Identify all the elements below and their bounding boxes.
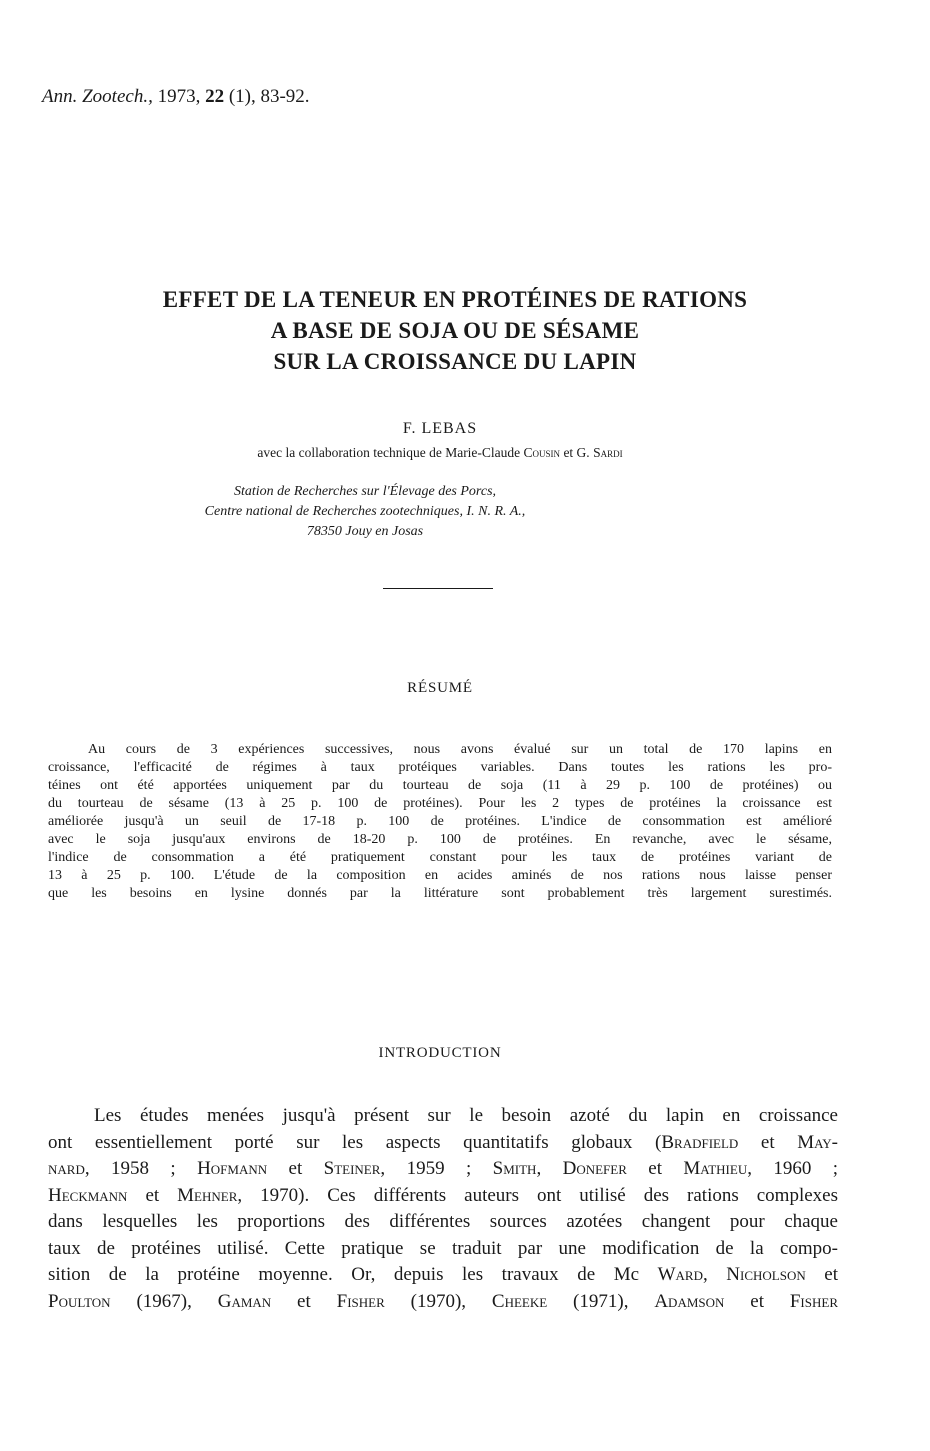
author-name: F. LEBAS [402, 420, 478, 437]
intro-line [48, 1183, 838, 1210]
cited-author: Mehner [177, 1184, 238, 1206]
affiliation-line-1: Station de Recherches sur l'Élevage des Porcs, [233, 484, 497, 499]
citation-year: 1973, [152, 86, 201, 107]
resume-line: avec le soja jusqu'aux environs de 18-20 p. 100 de protéines. En revanche, avec le sésame, [48, 832, 832, 847]
cited-author: nard [48, 1158, 85, 1179]
introduction-text [48, 1103, 838, 1315]
cited-author: Poulton [48, 1290, 111, 1312]
intro-text-run: et [626, 1158, 684, 1179]
collaboration-prefix: avec la collaboration technique de Marie-Claude [257, 445, 524, 460]
cited-author: Fisher [789, 1290, 838, 1312]
resume-line: du tourteau de sésame (13 à 25 p. 100 de protéines). Pour les 2 types de protéines la croissance est [48, 796, 832, 811]
resume-text [48, 741, 832, 903]
intro-text-run: et [127, 1184, 178, 1206]
intro-text-run: , 1958 ; [84, 1158, 198, 1179]
collaborator-1: Cousin [523, 445, 561, 460]
resume-line: Au cours de 3 expériences successives, nous avons évalué sur un total de 170 lapins en [88, 742, 832, 757]
intro-text-run: , 1970). Ces différents auteurs ont utilisé des rations complexes [237, 1184, 838, 1206]
cited-author: Nicholson [726, 1264, 806, 1285]
intro-text-run: (1970), [384, 1290, 492, 1312]
intro-text-run: , [536, 1158, 563, 1179]
collaborator-2: Sardi [593, 445, 623, 460]
cited-author: Cheeke [491, 1290, 548, 1312]
affiliation [0, 482, 730, 542]
resume-line: que les besoins en lysine donnés par la littérature sont probablement très largement surestimés. [48, 886, 832, 901]
citation-issue-pages: (1), 83-92. [224, 86, 310, 107]
separator-rule [383, 588, 493, 589]
collaboration-line [0, 445, 880, 461]
cited-author: Mathieu [683, 1158, 748, 1179]
cited-author: Heckmann [48, 1184, 128, 1206]
intro-text-run: et [805, 1264, 838, 1285]
affiliation-line-3: 78350 Jouy en Josas [306, 524, 424, 539]
cited-author: May- [797, 1131, 838, 1153]
intro-text-run: et [724, 1290, 790, 1312]
cited-author: Hofmann [197, 1158, 268, 1179]
title-line-3: SUR LA CROISSANCE DU LAPIN [273, 349, 637, 374]
citation-volume: 22 [200, 86, 225, 107]
intro-text-run: et [267, 1158, 324, 1179]
resume-line: croissance, l'efficacité de régimes à taux protéiques variables. Dans toutes les rations les pro- [48, 760, 832, 775]
resume-line: l'indice de consommation a été pratiquement constant pour les taux de protéines variant de [48, 850, 832, 865]
paper-title [40, 284, 870, 377]
cited-author: Adamson [654, 1290, 725, 1312]
intro-text-run: et [271, 1290, 337, 1312]
title-line-1: EFFET DE LA TENEUR EN PROTÉINES DE RATIONS [162, 287, 748, 312]
intro-line: taux de protéines utilisé. Cette pratique se traduit par une modification de la compo- [48, 1237, 838, 1259]
cited-author: Bradfield [661, 1131, 739, 1153]
journal-citation [42, 86, 310, 108]
intro-line [48, 1156, 838, 1183]
intro-text-run: , 1960 ; [747, 1158, 839, 1179]
intro-text-run: , [702, 1264, 727, 1285]
cited-author: Gaman [217, 1290, 272, 1312]
intro-text-run: (1971), [547, 1290, 655, 1312]
intro-line: dans lesquelles les proportions des différentes sources azotées changent pour chaque [48, 1211, 838, 1232]
title-line-2: A BASE DE SOJA OU DE SÉSAME [270, 318, 640, 343]
resume-heading: RÉSUMÉ [407, 680, 473, 696]
intro-text-run: et [738, 1131, 798, 1153]
intro-text-run: (1967), [110, 1290, 218, 1312]
intro-line [48, 1130, 838, 1157]
cited-author: Steiner [323, 1158, 381, 1179]
introduction-heading: INTRODUCTION [378, 1045, 502, 1061]
intro-line [48, 1262, 838, 1289]
resume-line: téines ont été apportées uniquement par du tourteau de soja (11 à 29 p. 100 de protéines) ou [48, 778, 832, 793]
resume-line: améliorée jusqu'à un seuil de 17-18 p. 100 de protéines. L'indice de consommation est amélioré [48, 814, 832, 829]
cited-author: Donefer [562, 1158, 627, 1179]
journal-name: Ann. Zootech., [42, 86, 153, 107]
cited-author: Smith [492, 1158, 537, 1179]
affiliation-line-2: Centre national de Recherches zootechniques, I. N. R. A., [204, 504, 526, 519]
collaboration-middle: et G. [560, 445, 594, 460]
cited-author: Fisher [336, 1290, 385, 1312]
resume-line: 13 à 25 p. 100. L'étude de la composition en acides aminés de nos rations nous laisse penser [48, 868, 832, 883]
intro-text-run: sition de la protéine moyenne. Or, depuis les travaux de Mc [48, 1264, 658, 1285]
intro-text-run: ont essentiellement porté sur les aspects quantitatifs globaux ( [48, 1131, 662, 1153]
intro-line: Les études menées jusqu'à présent sur le besoin azoté du lapin en croissance [94, 1105, 838, 1126]
cited-author: Ward [657, 1264, 703, 1285]
intro-text-run: , 1959 ; [380, 1158, 493, 1179]
intro-line [48, 1289, 838, 1316]
